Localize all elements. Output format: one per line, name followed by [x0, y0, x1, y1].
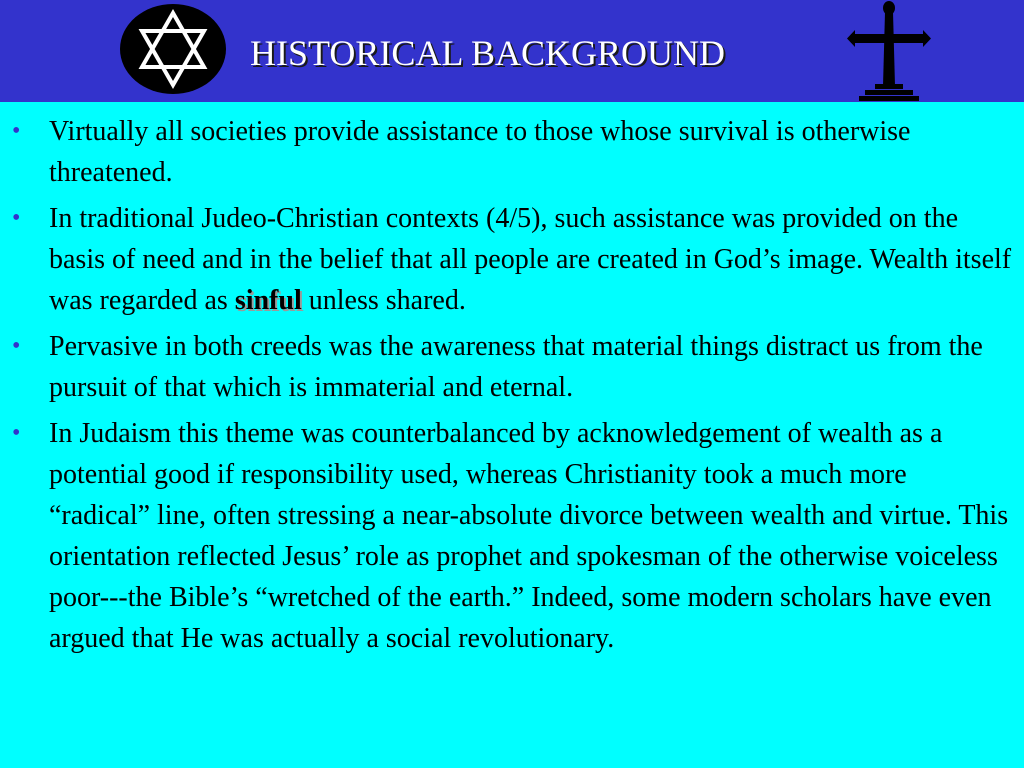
bullet-text: In Judaism this theme was counterbalanced by acknowledgement of wealth as a potential good if responsibility used, whereas Christianity took a much more “radical” line, often stressing a near-absolute divorce between wealth and virtue. This orientation reflected Jesus’ role as prophet and spokesman of the otherwise voiceless poor---the Bible’s “wretched of the earth.” Indeed, some modern scholars have even argued that He was actually a social revolutionary.: [49, 418, 1009, 654]
emphasized-word: sinful: [234, 285, 302, 316]
bullet-item: [12, 111, 1012, 193]
bullet-marker: •: [12, 118, 21, 144]
bullet-list: [12, 111, 1012, 664]
bullet-item: [12, 413, 1012, 659]
bullet-text: In traditional Judeo-Christian contexts (4/5), such assistance was provided on the basis of need and in the belief that all people are created in God’s image. Wealth itself was regarded as: [49, 203, 1012, 316]
star-of-david-icon: [119, 3, 227, 95]
cross-icon: [843, 0, 935, 104]
page-title: HISTORICAL BACKGROUND: [250, 33, 726, 73]
bullet-text: Pervasive in both creeds was the awareness that material things distract us from the pursuit of that which is immaterial and eternal.: [49, 331, 983, 403]
bullet-item: [12, 198, 1012, 321]
bullet-marker: •: [12, 420, 21, 446]
bullet-text-continued: unless shared.: [301, 285, 466, 316]
bullet-marker: •: [12, 205, 21, 231]
bullet-text: Virtually all societies provide assistance to those whose survival is otherwise threatened.: [49, 116, 911, 188]
bullet-item: [12, 326, 1012, 408]
title-bar: [0, 0, 1024, 102]
bullet-marker: •: [12, 333, 21, 359]
